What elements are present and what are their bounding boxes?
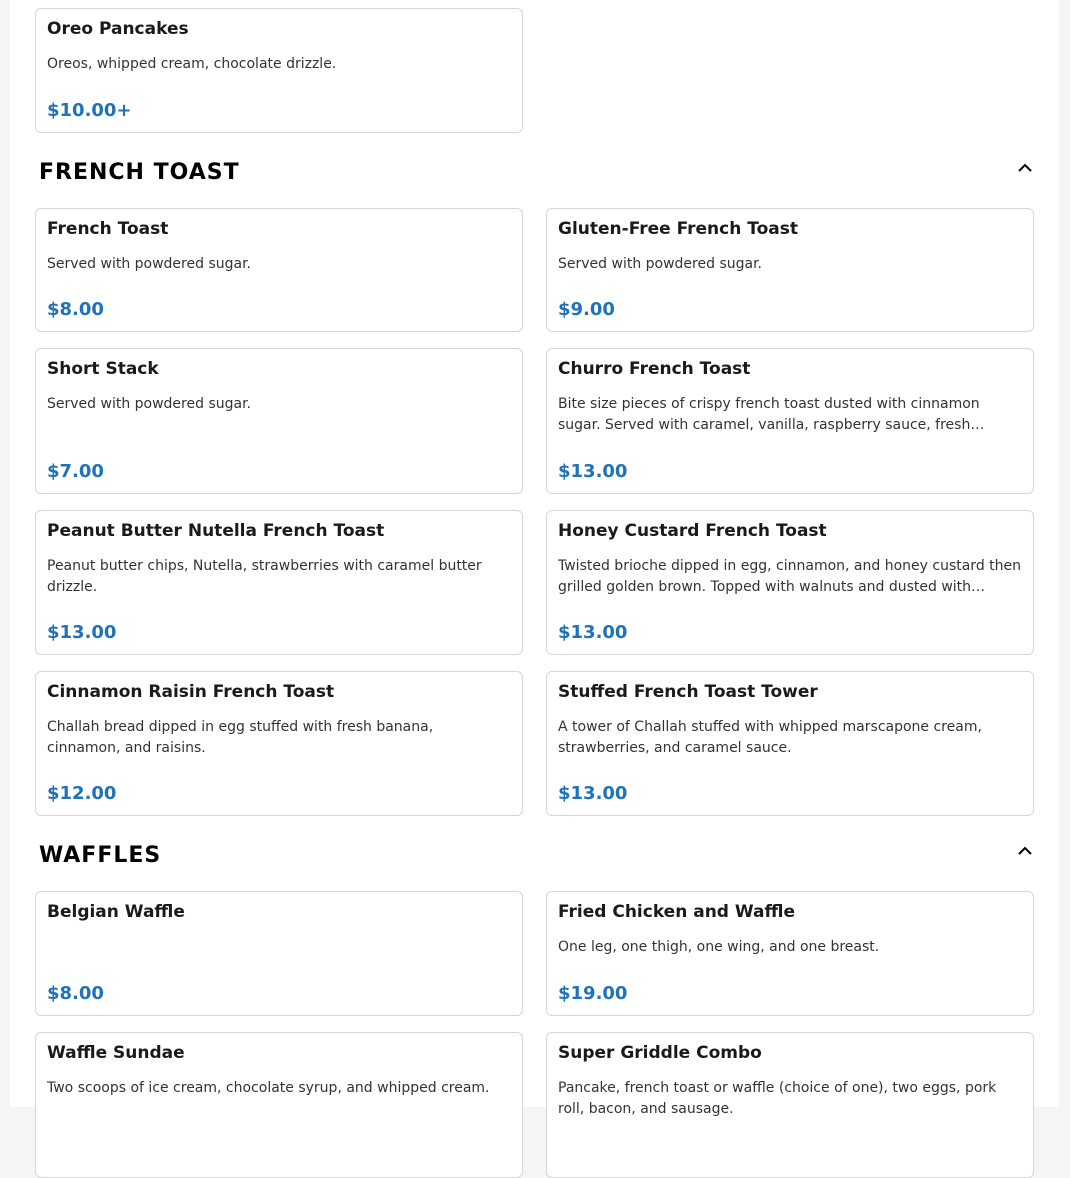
menu-item-card[interactable] <box>35 8 523 133</box>
menu-item-card[interactable] <box>546 208 1034 332</box>
item-name: Cinnamon Raisin French Toast <box>47 682 335 702</box>
section-title-french-toast: FRENCH TOAST <box>39 160 240 185</box>
item-price: $7.00 <box>47 461 104 482</box>
item-description: Served with powdered sugar. <box>47 256 251 272</box>
item-description: Served with powdered sugar. <box>558 256 762 272</box>
item-price: $9.00 <box>558 299 615 320</box>
item-price: $8.00 <box>47 983 104 1004</box>
item-price: $10.00+ <box>47 100 132 121</box>
menu-item-card[interactable] <box>546 671 1034 816</box>
section-title-waffles: WAFFLES <box>39 843 162 868</box>
item-description: A tower of Challah stuffed with whipped marscapone cream, strawberries, and caramel sauce. <box>558 719 982 756</box>
item-name: Belgian Waffle <box>47 902 185 922</box>
item-price: $12.00 <box>47 783 117 804</box>
item-name: Peanut Butter Nutella French Toast <box>47 521 385 541</box>
item-description: Twisted brioche dipped in egg, cinnamon, and honey custard then grilled golden brown. Topped with walnuts and dusted with… <box>558 558 1022 595</box>
item-price: $13.00 <box>558 783 628 804</box>
item-name: Honey Custard French Toast <box>558 521 827 541</box>
item-price: $13.00 <box>558 461 628 482</box>
item-description: Served with powdered sugar. <box>47 396 251 412</box>
menu-item-card[interactable] <box>546 348 1034 494</box>
menu-item-card[interactable] <box>35 1032 523 1178</box>
item-name: French Toast <box>47 219 169 239</box>
item-price: $13.00 <box>558 622 628 643</box>
item-description: Pancake, french toast or waffle (choice of one), two eggs, pork roll, bacon, and sausage. <box>558 1080 997 1117</box>
item-name: Oreo Pancakes <box>47 19 189 39</box>
item-price: $19.00 <box>558 983 628 1004</box>
item-name: Stuffed French Toast Tower <box>558 682 818 702</box>
item-name: Waffle Sundae <box>47 1043 185 1063</box>
item-name: Fried Chicken and Waffle <box>558 902 796 922</box>
item-description: Oreos, whipped cream, chocolate drizzle. <box>47 56 337 72</box>
item-name: Super Griddle Combo <box>558 1043 762 1063</box>
chevron-up-icon[interactable] <box>1015 157 1035 177</box>
item-name: Churro French Toast <box>558 359 751 379</box>
item-name: Short Stack <box>47 359 159 379</box>
menu-item-card[interactable] <box>35 891 523 1016</box>
menu-item-card[interactable] <box>35 671 523 816</box>
menu-item-card[interactable] <box>546 510 1034 655</box>
item-name: Gluten-Free French Toast <box>558 219 798 239</box>
item-description: Two scoops of ice cream, chocolate syrup, and whipped cream. <box>47 1080 490 1096</box>
item-description: Bite size pieces of crispy french toast dusted with cinnamon sugar. Served with caramel, vanilla, raspberry sauce, fresh… <box>558 396 985 433</box>
item-description: Challah bread dipped in egg stuffed with fresh banana, cinnamon, and raisins. <box>47 719 434 756</box>
menu-item-card[interactable] <box>546 1032 1034 1178</box>
item-price: $8.00 <box>47 299 104 320</box>
menu-item-card[interactable] <box>35 208 523 332</box>
chevron-up-icon[interactable] <box>1015 840 1035 860</box>
menu-page <box>10 0 1059 1117</box>
item-description: Peanut butter chips, Nutella, strawberries with caramel butter drizzle. <box>47 558 482 595</box>
item-price: $13.00 <box>47 622 117 643</box>
item-description: One leg, one thigh, one wing, and one breast. <box>558 939 880 955</box>
menu-item-card[interactable] <box>35 510 523 655</box>
menu-item-card[interactable] <box>546 891 1034 1016</box>
menu-item-card[interactable] <box>35 348 523 494</box>
